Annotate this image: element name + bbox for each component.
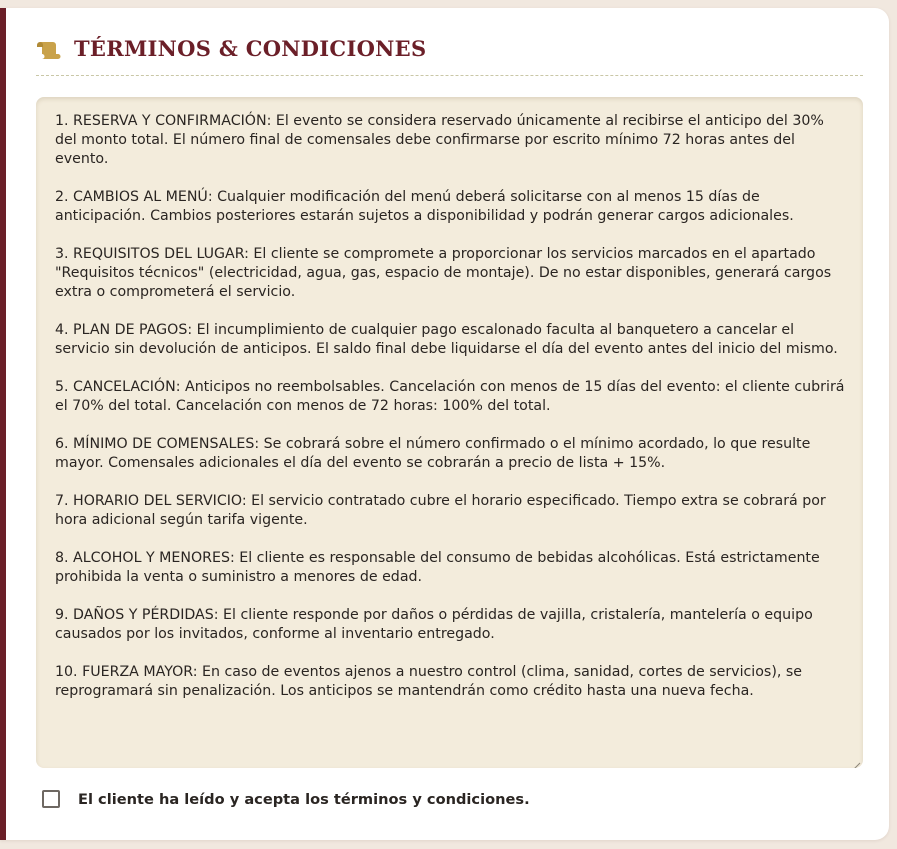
term-clause: 7. HORARIO DEL SERVICIO: El servicio contratado cubre el horario especificado. Tiempo extra se cobrará por hora adicional según tarifa vigente. — [55, 493, 826, 528]
term-clause: 6. MÍNIMO DE COMENSALES: Se cobrará sobre el número confirmado o el mínimo acordado, lo que resulte mayor. Comensales adicionales el día del evento se cobrarán a precio de lista + 15%. — [55, 436, 811, 471]
term-clause: 1. RESERVA Y CONFIRMACIÓN: El evento se considera reservado únicamente al recibirse el anticipo del 30% del monto total. El número final de comensales debe confirmarse por escrito mínimo 72 horas antes del evento. — [55, 113, 824, 167]
section-header — [36, 36, 426, 61]
terms-textarea[interactable] — [36, 97, 863, 768]
term-clause: 10. FUERZA MAYOR: En caso de eventos ajenos a nuestro control (clima, sanidad, cortes de servicios), se reprogramará sin penalización. Los anticipos se mantendrán como crédito hasta una nueva fecha. — [55, 664, 802, 699]
scroll-icon — [36, 39, 62, 59]
accept-terms-row[interactable] — [42, 790, 530, 808]
term-clause: 5. CANCELACIÓN: Anticipos no reembolsables. Cancelación con menos de 15 días del evento: el cliente cubrirá el 70% del total. Cancelación con menos de 72 horas: 100% del total. — [55, 379, 845, 414]
accept-terms-label[interactable]: El cliente ha leído y acepta los términos y condiciones. — [78, 790, 530, 808]
term-clause: 8. ALCOHOL Y MENORES: El cliente es responsable del consumo de bebidas alcohólicas. Está estrictamente prohibida la venta o suministro a menores de edad. — [55, 550, 820, 585]
accept-terms-checkbox[interactable] — [42, 790, 60, 808]
term-clause: 2. CAMBIOS AL MENÚ: Cualquier modificación del menú deberá solicitarse con al menos 15 días de anticipación. Cambios posteriores estarán sujetos a disponibilidad y podrán generar cargos adicionales. — [55, 189, 794, 224]
term-clause: 9. DAÑOS Y PÉRDIDAS: El cliente responde por daños o pérdidas de vajilla, cristalería, mantelería o equipo causados por los invitados, conforme al inventario entregado. — [55, 607, 813, 642]
divider — [36, 75, 863, 76]
page-title: TÉRMINOS & CONDICIONES — [74, 36, 427, 61]
resize-handle-icon[interactable] — [851, 756, 861, 766]
term-clause: 3. REQUISITOS DEL LUGAR: El cliente se compromete a proporcionar los servicios marcados en el apartado "Requisitos técnicos" (electricidad, agua, gas, espacio de montaje). De no estar disponibles, generará cargos extra o comprometerá el servicio. — [55, 246, 832, 300]
term-clause: 4. PLAN DE PAGOS: El incumplimiento de cualquier pago escalonado faculta al banquetero a cancelar el servicio sin devolución de anticipos. El saldo final debe liquidarse el día del evento antes del inicio del mismo. — [55, 322, 838, 357]
terms-card — [0, 8, 889, 840]
